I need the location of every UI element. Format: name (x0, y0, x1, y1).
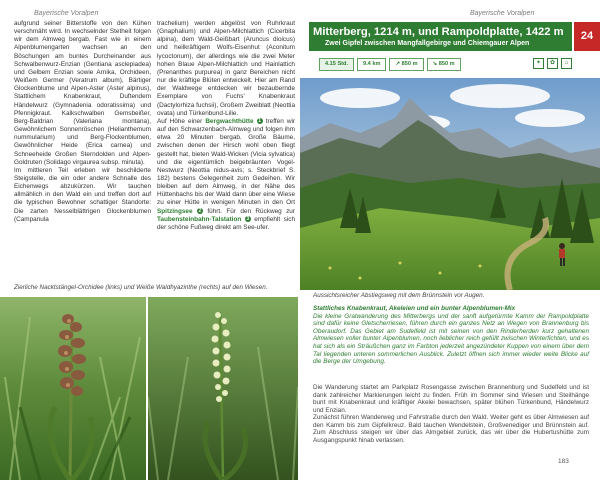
stat-duration: 4.15 Std. (319, 58, 354, 71)
tour-introduction (313, 305, 589, 366)
left-text-column-2 (157, 20, 295, 232)
flower-icon: ✿ (547, 58, 558, 69)
left-column-1-text: aufgrund seiner Bitterstoffe von den Kühen verschmäht wird. In wechselnder Stetheit folgen wir dem Almweg bergab. Fast wie in einem Alpenblumengarten wachsen an den Böschungen am buntes Durcheinander aus Schwalbenwurz-Enzian (Gentiana asclepiadea) und Gelbem Enzian sowie Arnika, Orchideen, Weißem Germer (Veratrum album), Bärtiger Glockenblume und Alpen-Aster (Aster alpinus), Stattlichem Knabenkraut, Duftendem Händelwurz (Gymnadenia odoratissima) und Pfennigkraut. Kalkschwalben Gemsbeißer, Berg-Baldrian (Valeriana montana), Gewöhnlichem Sonnenröschen (Helianthemum nummularium) und Berg-Flockenblumen, Gewöhnlicher Heide (Erica carnea) und Schneeheide Großen Sterndolden und Alpen-Goldruten (Solidago virgaurea subsp. minuta). Im mittleren Teil erleben wir beschilderte Steigstelle, die ein oder andere Schnalle des Eichenwegs abzukürzen. Wir tauchen allmählich in den Wald ein und treffen dort auf die typischen Bewohner schattiger Standorte: Die zarten Nesselblättrigen Glockenblumen (Campanula (14, 20, 151, 223)
intro-headline: Stattliches Knabenkraut, Akeleien und ein bunter Alpenblumen-Mix (313, 305, 516, 312)
tour-description: Die Wanderung startet am Parkplatz Rosengasse zwischen Brannenburg und Sudelfeld und ist dank zahlreicher Markierungen leicht zu finden. Früh im Sommer sind Wiesen und Steilhänge bunt mit Knabenkraut und kräftiger Akelei bewachsen, später blühen Türkenbund, Händelwurz und Enzian. Zunächst führen Wanderweg und Fahrstraße durch den Wald. Weiter geht es über Almwiesen auf den Kamm bis zum Gipfelkreuz. Bald tauchen Wendelstein, Großvenediger und Brünnstein auf. Zum Abschluss steigen wir über das Almgebiet zurück, das wir über die Hubertushütte zum Ausgangspunkt hinab verlassen. (313, 384, 589, 444)
stat-ascent: ↗ 850 m (389, 58, 423, 71)
orchid-photo-left-image (0, 297, 146, 480)
mountain-landscape-photo (300, 78, 600, 290)
tour-number-badge: 24 (574, 22, 600, 51)
col-b-text-4: empfiehlt sich der schöne Fußweg direkt am See-ufer. (157, 215, 295, 231)
place-spitzingsee: Spitzingsee (157, 207, 193, 215)
intro-paragraph: Die kleine Gratwanderung des Mitterbergs und der sanft aufgetürmte Kamm der Rampoldplatte sind dafür keine Gletscherriesen, führen durch ein ganzes Netz an Wegen von Brannenburg bis Oberaudorf. Das Gebiet am Sudelfeld ist mit seinen von den Rinderherden kurz gehaltenen Almwiesen voller bunter Alpenblumen, noch lieblicher reich gefüllt zwischen Winterfichten, und es hat sich als ein Sträußchen ganz im Farbton jederzeit angezündeter Kuppen von einem über dem Tal liegenden unteren sommerlichen Ausblick. Zuletzt öffnen sich immer wieder weite Blicke auf die Berge der Umgebung. (313, 312, 589, 366)
main-photo-caption: Aussichtsreicher Abstiegsweg mit dem Brünnstein vor Augen. (313, 292, 485, 299)
stat-descent: ↘ 850 m (427, 58, 461, 71)
tour-icons (533, 58, 572, 69)
waypoint-marker-2: 2 (198, 207, 202, 214)
col-b-text-3: führt. Für den Rückweg zur (202, 207, 295, 215)
waypoint-marker-1: 1 (258, 118, 262, 125)
left-text-column-1 (14, 20, 151, 224)
col-b-text-1: trachelium) werden abgelöst von Ruhrkraut (Gnaphalium) und Alpen-Milchlattich (Cicerbita alpina), dem Wald-Geißbart (Aruncus dioicus) und heilkräftigem Wolfs-Eisenhut (Aconitum lycoctonum), der allerdings wie die zwei Meter hohen Blaue Alpen-Milchlattich und Hainlattich (Prenanthes purpurea) in ganz Bereichen nicht nur die kräftige Blüten entwickelt. Hier am Rand der Waldwege entdecken wir bezaubernde Exemplare von Fuchs' Knabenkraut (Dactylorhiza fuchsii), Großem Zweiblatt (Neottia ovata) und Türkenbund-Lilie. Auf Höhe einer (157, 20, 295, 125)
page-number: 183 (558, 458, 569, 465)
tour-title: Mitterberg, 1214 m, und Rampoldplatte, 1422 m (313, 26, 564, 38)
waypoint-marker-3: 3 (246, 216, 250, 223)
stat-distance: 9.4 km (357, 58, 386, 71)
tour-stats (319, 58, 461, 70)
station-bergwachthuette: Bergwachthütte (205, 117, 254, 125)
mountain-landscape-image (300, 78, 600, 290)
hut-icon: ⌂ (561, 58, 572, 69)
col-b-text-2: treffen wir auf den Schwarzenbach-Almweg und folgen ihm etwa 20 Minuten bergab. Große Bäume, zwischen denen der Hirsch wohl oben fliegt gestellt hat, bieten Wald-Wicken (Vicia sylvatica) und die eigentümlich beigebräunten Vogel-Nestwurz (Neottia nidus-avis; s. Steckbrief S. 182) bestens Gelegenheit zum Gedeihen. Wir bleiben auf dem Almweg, in der Nähe des Hüttenbachs bis der Wald dann über eine Wiese zu einer Hütte in wenigen Minuten in den Ort (157, 117, 295, 207)
hiker-icon: ✶ (533, 58, 544, 69)
white-orchid-photo (148, 297, 298, 480)
left-photo-caption: Zierliche Nacktstängel-Orchidee (links) und Weiße Waldhyazinthe (rechts) auf den Wiesen. (14, 284, 268, 291)
white-orchid-photo-image (148, 297, 298, 480)
left-column-2-text (157, 20, 295, 232)
station-taubensteinbahn: Taubensteinbahn-Talstation (157, 215, 242, 223)
orchid-photo-left (0, 297, 146, 480)
running-head-right: Bayerische Voralpen (470, 10, 535, 17)
tour-subtitle: Zwei Gipfel zwischen Mangfallgebirge und Chiemgauer Alpen (325, 40, 530, 47)
running-head-left: Bayerische Voralpen (34, 10, 99, 17)
